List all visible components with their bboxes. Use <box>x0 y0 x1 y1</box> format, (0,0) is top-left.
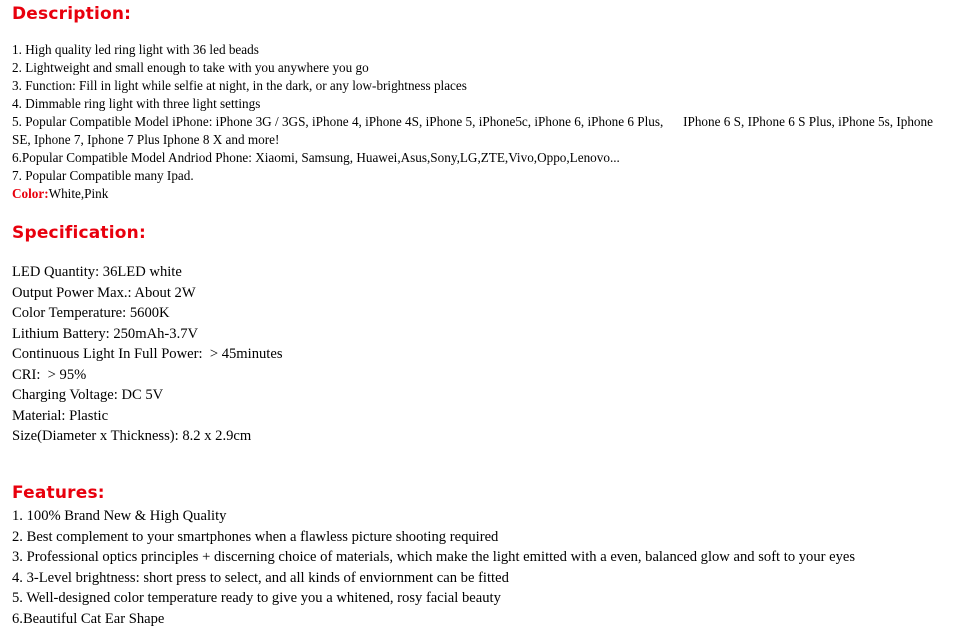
specification-heading: Specification: <box>12 223 146 243</box>
description-item-4: 4. Dimmable ring light with three light settings <box>12 96 261 111</box>
spec-item: Material: Plastic <box>12 407 109 424</box>
feature-item: 2. Best complement to your smartphones when a flawless picture shooting required <box>12 528 499 545</box>
color-line <box>12 185 952 203</box>
features-heading: Features: <box>12 483 105 503</box>
spec-item: Output Power Max.: About 2W <box>12 284 196 301</box>
spec-item: Color Temperature: 5600K <box>12 305 170 321</box>
features-list <box>12 506 855 629</box>
description-item-6: 6.Popular Compatible Model Andriod Phone: Xiaomi, Samsung, Huawei,Asus,Sony,LG,ZTE,Vivo,Oppo,Lenovo... <box>12 150 620 165</box>
specification-list <box>12 262 283 447</box>
color-value: White,Pink <box>48 186 109 201</box>
description-item-1: 1. High quality led ring light with 36 led beads <box>12 42 259 57</box>
spec-item: Size(Diameter x Thickness): 8.2 x 2.9cm <box>12 428 252 444</box>
spec-item: LED Quantity: 36LED white <box>12 264 182 280</box>
description-item-3: 3. Function: Fill in light while selfie at night, in the dark, or any low-brightness places <box>12 78 467 93</box>
feature-item: 4. 3-Level brightness: short press to select, and all kinds of enviornment can be fitted <box>12 569 509 586</box>
spec-item: Continuous Light In Full Power: > 45minutes <box>12 346 283 362</box>
feature-item: 1. 100% Brand New & High Quality <box>12 508 227 524</box>
feature-item: 5. Well-designed color temperature ready to give you a whitened, rosy facial beauty <box>12 590 501 606</box>
description-heading: Description: <box>12 4 132 24</box>
spec-item: CRI: > 95% <box>12 366 87 383</box>
color-label: Color: <box>12 186 49 201</box>
description-item-2: 2. Lightweight and small enough to take with you anywhere you go <box>12 60 369 75</box>
feature-item: 3. Professional optics principles + discerning choice of materials, which make the light emitted with a even, balanced glow and soft to your eyes <box>12 549 856 565</box>
description-item-7: 7. Popular Compatible many Ipad. <box>12 168 194 183</box>
description-list <box>12 41 952 203</box>
spec-item: Lithium Battery: 250mAh-3.7V <box>12 325 199 342</box>
description-item-5: 5. Popular Compatible Model iPhone: iPhone 3G / 3GS, iPhone 4, iPhone 4S, iPhone 5, iPhone5c, iPhone 6, iPhone 6 Plus, IPhone 6 S, IPhone 6 S Plus, iPhone 5s, Iphone SE, Iphone 7, Iphone 7 Plus Iphone 8 X and more! <box>12 114 937 147</box>
spec-item: Charging Voltage: DC 5V <box>12 387 164 403</box>
feature-item: 6.Beautiful Cat Ear Shape <box>12 610 165 627</box>
